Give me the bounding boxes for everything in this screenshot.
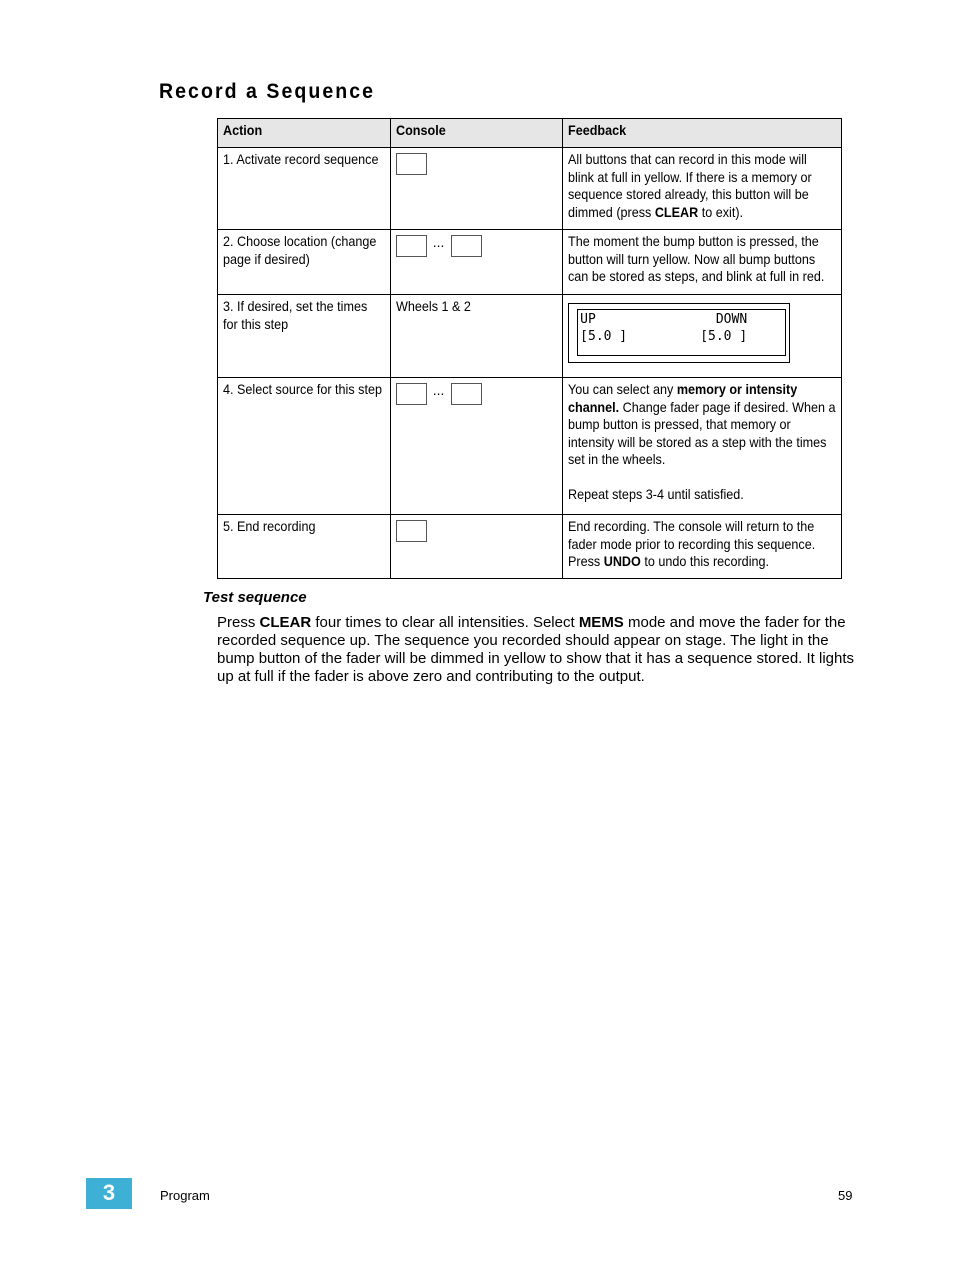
test-sequence-paragraph: Press CLEAR four times to clear all intensities. Select MEMS mode and move the fader for the recorded sequence up. The sequence you recorded should appear on stage. The light in the bump button of the fader will be dimmed in yellow to show that it has a sequence stored. It lights up at full if the fader is above zero and contributing to the output. bbox=[217, 614, 855, 685]
console-cell bbox=[390, 378, 563, 515]
action-cell: 1. Activate record sequence bbox=[218, 148, 391, 230]
action-cell: 2. Choose location (change page if desired) bbox=[218, 230, 391, 295]
range-ellipsis: ... bbox=[432, 234, 445, 250]
action-cell: 5. End recording bbox=[218, 515, 391, 579]
footer-chapter-label: Program bbox=[160, 1188, 210, 1203]
record-button-icon bbox=[396, 153, 427, 175]
feedback-cell: All buttons that can record in this mode will blink at full in yellow. If there is a memory or sequence stored already, this button will be dimmed (press CLEAR to exit). bbox=[563, 148, 842, 230]
lcd-down-label: DOWN bbox=[715, 312, 748, 327]
lcd-screen bbox=[577, 309, 786, 356]
source-button-last-icon bbox=[451, 383, 482, 405]
page-number: 59 bbox=[838, 1188, 853, 1203]
lcd-up-value: [5.0 ] bbox=[580, 329, 628, 344]
feedback-cell: You can select any memory or intensity channel. Change fader page if desired. When a bump button is pressed, that memory or intensity will be stored as a step with the times set in the wheels. Repeat steps 3-4 until satisfied. bbox=[563, 378, 842, 515]
table-header-row bbox=[218, 119, 842, 148]
table-row bbox=[218, 230, 842, 295]
record-sequence-table bbox=[217, 118, 842, 579]
header-action: Action bbox=[218, 119, 391, 148]
console-cell: Wheels 1 & 2 bbox=[390, 295, 563, 378]
feedback-cell: The moment the bump button is pressed, the button will turn yellow. Now all bump buttons can be stored as steps, and blink at full in red. bbox=[563, 230, 842, 295]
console-cell bbox=[390, 148, 563, 230]
table-row bbox=[218, 515, 842, 579]
lcd-down-value: [5.0 ] bbox=[700, 329, 748, 344]
range-ellipsis: ... bbox=[432, 382, 445, 398]
header-console: Console bbox=[390, 119, 563, 148]
end-button-icon bbox=[396, 520, 427, 542]
bump-button-last-icon bbox=[451, 235, 482, 257]
source-button-first-icon bbox=[396, 383, 427, 405]
section-title: Record a Sequence bbox=[159, 80, 376, 103]
feedback-cell: End recording. The console will return to the fader mode prior to recording this sequence. Press UNDO to undo this recording. bbox=[563, 515, 842, 579]
console-cell bbox=[390, 515, 563, 579]
table-row bbox=[218, 295, 842, 378]
header-feedback: Feedback bbox=[563, 119, 842, 148]
table-row bbox=[218, 148, 842, 230]
table-row bbox=[218, 378, 842, 515]
test-sequence-heading: Test sequence bbox=[203, 589, 307, 606]
feedback-cell bbox=[563, 295, 842, 378]
bump-button-first-icon bbox=[396, 235, 427, 257]
lcd-display bbox=[568, 303, 790, 363]
action-cell: 3. If desired, set the times for this step bbox=[218, 295, 391, 378]
lcd-up-label: UP bbox=[580, 312, 596, 327]
action-cell: 4. Select source for this step bbox=[218, 378, 391, 515]
chapter-number-badge: 3 bbox=[86, 1178, 132, 1209]
console-cell bbox=[390, 230, 563, 295]
